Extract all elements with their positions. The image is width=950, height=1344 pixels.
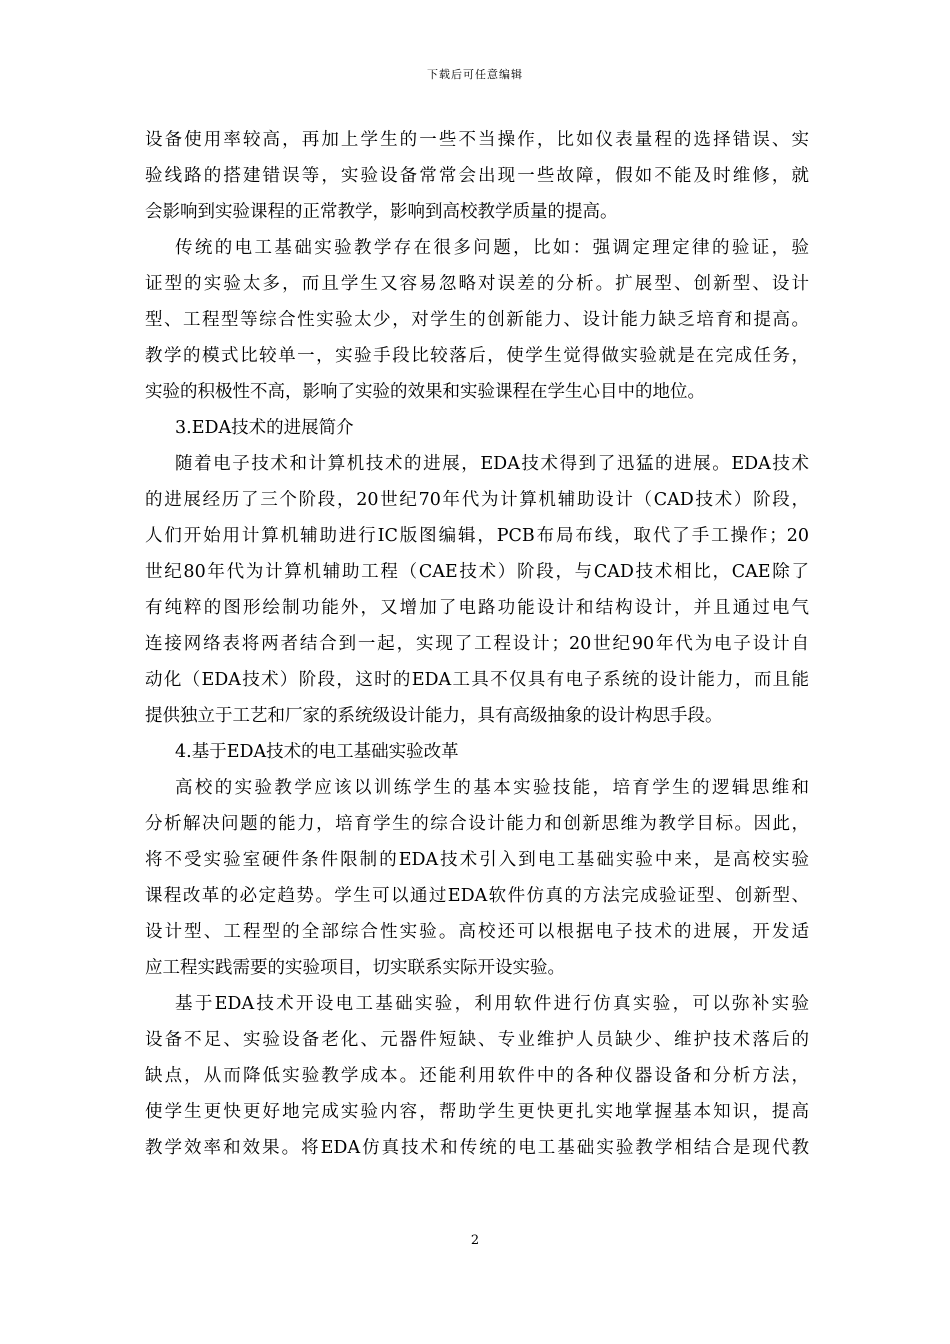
page-number: 2 <box>470 1233 480 1248</box>
text-line: 动化（EDA技术）阶段，这时的EDA工具不仅具有电子系统的设计能力，而且能 <box>145 670 809 690</box>
text-line: 人们开始用计算机辅助进行IC版图编辑，PCB布局布线，取代了手工操作；20 <box>145 526 809 546</box>
text-line: 设备使用率较高，再加上学生的一些不当操作，比如仪表量程的选择错误、实 <box>145 130 809 150</box>
section-heading: 4.基于EDA技术的电工基础实验改革 <box>175 742 459 762</box>
text-line: 型、工程型等综合性实验太少，对学生的创新能力、设计能力缺乏培育和提高。 <box>145 310 809 330</box>
text-line: 随着电子技术和计算机技术的进展，EDA技术得到了迅猛的进展。EDA技术 <box>175 454 809 474</box>
text-line: 基于EDA技术开设电工基础实验，利用软件进行仿真实验，可以弥补实验 <box>175 994 809 1014</box>
text-line: 提供独立于工艺和厂家的系统级设计能力，具有高级抽象的设计构思手段。 <box>145 706 723 726</box>
text-line: 将不受实验室硬件条件限制的EDA技术引入到电工基础实验中来，是高校实验 <box>145 850 809 870</box>
text-line: 验线路的搭建错误等，实验设备常常会出现一些故障，假如不能及时维修，就 <box>145 166 809 186</box>
text-line: 连接网络表将两者结合到一起，实现了工程设计；20世纪90年代为电子设计自 <box>145 634 809 654</box>
text-line: 教学效率和效果。将EDA仿真技术和传统的电工基础实验教学相结合是现代教 <box>145 1138 809 1158</box>
text-line: 实验的积极性不高，影响了实验的效果和实验课程在学生心目中的地位。 <box>145 382 705 402</box>
text-line: 课程改革的必定趋势。学生可以通过EDA软件仿真的方法完成验证型、创新型、 <box>145 886 809 906</box>
text-line: 分析解决问题的能力，培育学生的综合设计能力和创新思维为教学目标。因此， <box>145 814 809 834</box>
text-line: 的进展经历了三个阶段，20世纪70年代为计算机辅助设计（CAD技术）阶段， <box>145 490 809 510</box>
document-body <box>145 122 809 1166</box>
text-line: 设备不足、实验设备老化、元器件短缺、专业维护人员缺少、维护技术落后的 <box>145 1030 809 1050</box>
text-line: 会影响到实验课程的正常教学，影响到高校教学质量的提高。 <box>145 202 618 222</box>
header-note: 下载后可任意编辑 <box>427 68 523 81</box>
text-line: 证型的实验太多，而且学生又容易忽略对误差的分析。扩展型、创新型、设计 <box>145 274 809 294</box>
text-line: 应工程实践需要的实验项目，切实联系实际开设实验。 <box>145 958 565 978</box>
text-line: 有纯粹的图形绘制功能外，又增加了电路功能设计和结构设计，并且通过电气 <box>145 598 809 618</box>
text-line: 传统的电工基础实验教学存在很多问题，比如：强调定理定律的验证，验 <box>175 238 809 258</box>
text-line: 使学生更快更好地完成实验内容，帮助学生更快更扎实地掌握基本知识，提高 <box>145 1102 809 1122</box>
text-line: 设计型、工程型的全部综合性实验。高校还可以根据电子技术的进展，开发适 <box>145 922 809 942</box>
text-line: 高校的实验教学应该以训练学生的基本实验技能，培育学生的逻辑思维和 <box>175 778 809 798</box>
text-line: 缺点，从而降低实验教学成本。还能利用软件中的各种仪器设备和分析方法， <box>145 1066 809 1086</box>
text-line: 世纪80年代为计算机辅助工程（CAE技术）阶段，与CAD技术相比，CAE除了 <box>145 562 809 582</box>
section-heading: 3.EDA技术的进展简介 <box>175 418 354 438</box>
text-line: 教学的模式比较单一，实验手段比较落后，使学生觉得做实验就是在完成任务， <box>145 346 809 366</box>
